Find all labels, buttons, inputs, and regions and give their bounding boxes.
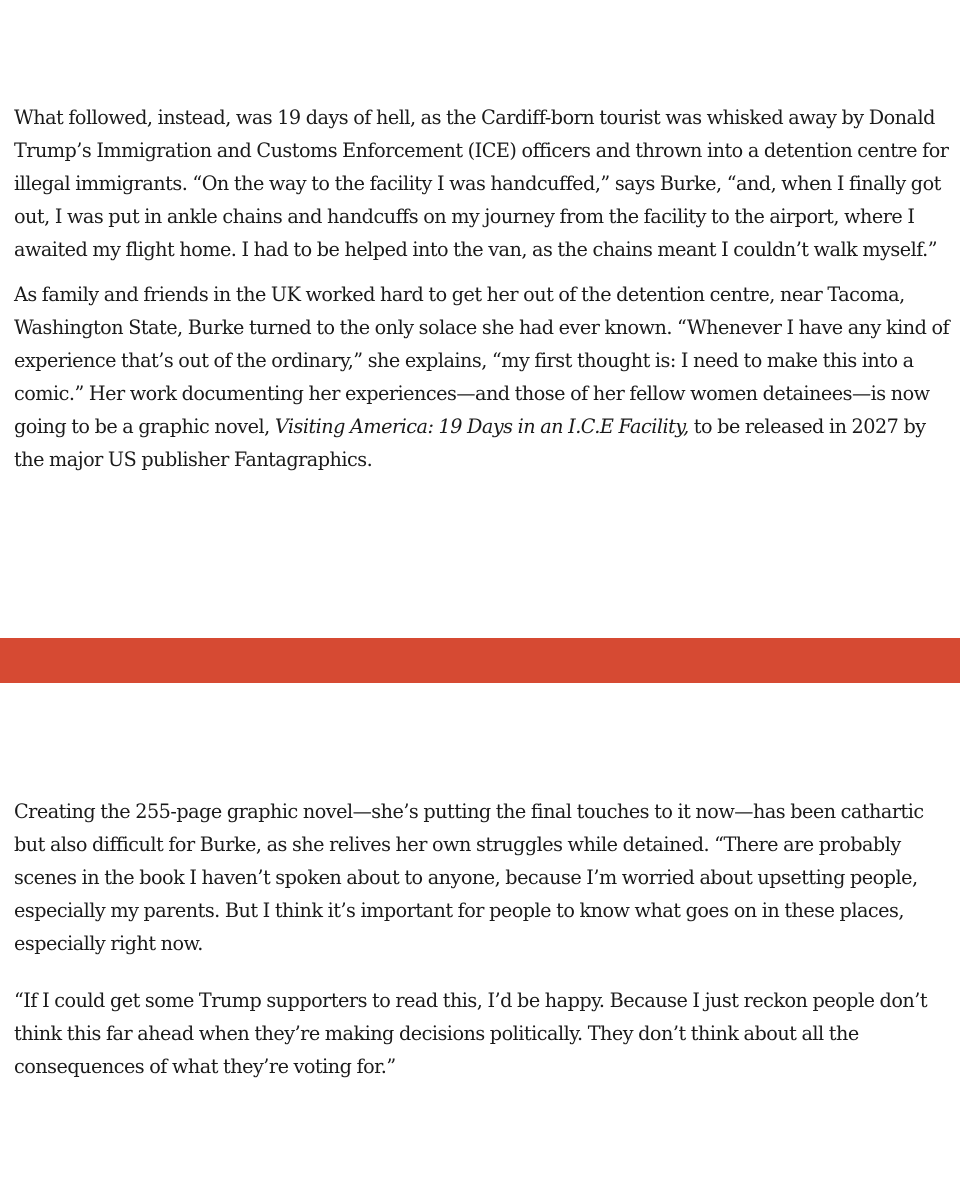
article-paragraph-2	[14, 278, 950, 476]
paragraph-2-text: As family and friends in the UK worked hard to get her out of the detention centre, near Tacoma, Washington State, Burke turned to the only solace she had ever known. “Whenever I have any kind of experience that’s out of the ordinary,” she explains, “my first thought is: I need to make this into a comic.” Her work documenting her experiences—and those of her fellow women detainees—is now going to be a graphic novel,	[14, 283, 950, 438]
article-top-section	[14, 101, 950, 476]
article-paragraph-4: “If I could get some Trump supporters to read this, I’d be happy. Because I just reckon people don’t think this far ahead when they’re making decisions politically. They don’t think about all the consequences of what they’re voting for.”	[14, 989, 928, 1078]
book-title: Visiting America: 19 Days in an I.C.E Facility,	[274, 415, 689, 438]
article-paragraph-3: Creating the 255-page graphic novel—she’s putting the final touches to it now—has been cathartic but also difficult for Burke, as she relives her own struggles while detained. “There are probably scenes in the book I haven’t spoken about to anyone, because I’m worried about upsetting people, especially my parents. But I think it’s important for people to know what goes on in these places, especially right now.	[14, 800, 924, 955]
article-paragraph-1: What followed, instead, was 19 days of hell, as the Cardiff-born tourist was whisked away by Donald Trump’s Immigration and Customs Enforcement (ICE) officers and thrown into a detention centre for illegal immigrants. “On the way to the facility I was handcuffed,” says Burke, “and, when I finally got out, I was put in ankle chains and handcuffs on my journey from the facility to the airport, where I awaited my flight home. I had to be helped into the van, as the chains meant I couldn’t walk myself.”	[14, 106, 949, 261]
section-divider-band	[0, 638, 960, 683]
article-bottom-section	[14, 795, 950, 1083]
paragraph-2-text-end: to be released in 2027 by the major US publisher Fantagraphics.	[14, 415, 926, 471]
